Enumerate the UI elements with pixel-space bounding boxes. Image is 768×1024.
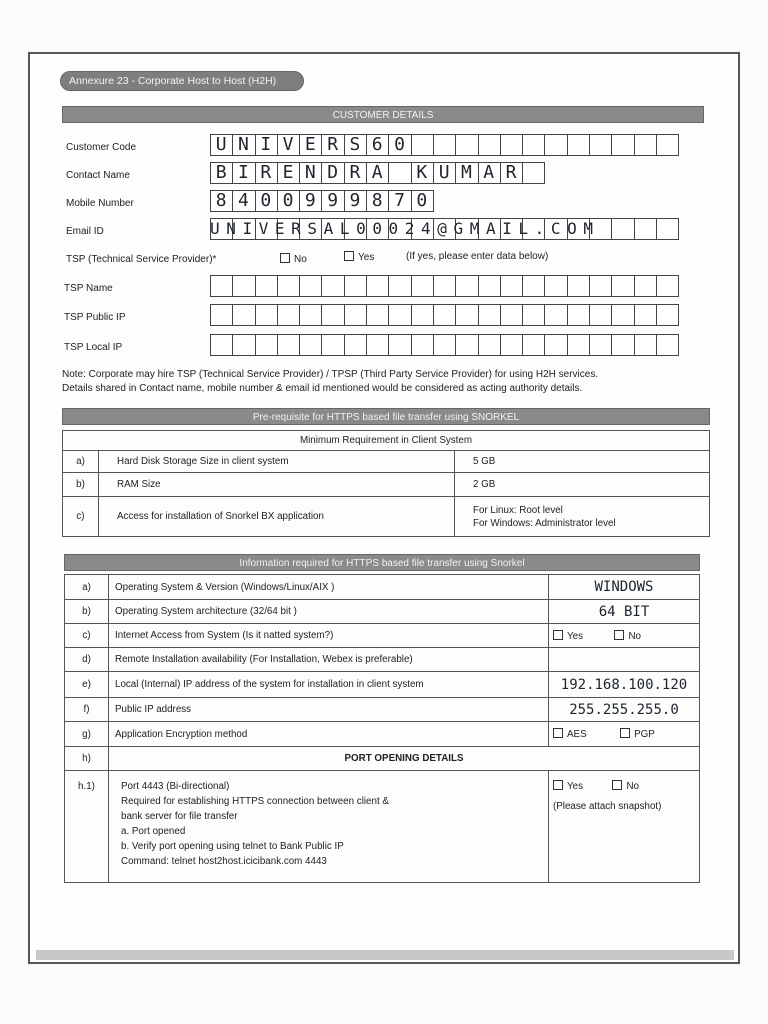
table-row: [63, 497, 710, 537]
row-value: 2 GB: [455, 473, 710, 497]
tsp-public-ip-boxes[interactable]: [210, 304, 678, 326]
customer-code-value: U N I V E R S 6 0: [215, 134, 405, 155]
contact-name-value: B I R E N D R A K U M A R: [215, 162, 517, 183]
customer-code-label: Customer Code: [66, 142, 137, 153]
port-line: Command: telnet host2host.icicibank.com 4443: [121, 856, 327, 867]
prereq-table-header: Minimum Requirement in Client System: [63, 431, 710, 451]
tsp-name-label: TSP Name: [64, 283, 113, 294]
row-item: Local (Internal) IP address of the system for installation in client system: [109, 672, 549, 698]
os-version-value[interactable]: WINDOWS: [549, 575, 700, 600]
windows-access-level: For Windows: Administrator level: [473, 517, 616, 529]
prereq-header: Pre-requisite for HTTPS based file transfer using SNORKEL: [62, 408, 710, 425]
local-ip-value[interactable]: 192.168.100.120: [549, 672, 700, 698]
row-value: [455, 497, 710, 537]
table-row: [65, 624, 700, 648]
table-row: [63, 473, 710, 497]
row-item: Internet Access from System (Is it natted system?): [109, 624, 549, 648]
row-id: d): [65, 648, 109, 672]
row-id: b): [65, 600, 109, 624]
encryption-options: [549, 722, 700, 747]
row-id: g): [65, 722, 109, 747]
tsp-yes-option[interactable]: [344, 251, 374, 263]
mobile-number-value: 8 4 0 0 9 9 9 8 7 0: [215, 190, 428, 211]
row-item: Application Encryption method: [109, 722, 549, 747]
attach-snapshot-note: (Please attach snapshot): [553, 801, 662, 812]
row-item: Hard Disk Storage Size in client system: [99, 451, 455, 473]
port-yes-label: Yes: [567, 781, 583, 792]
aes-label: AES: [567, 729, 587, 740]
tsp-local-ip-label: TSP Local IP: [64, 342, 123, 353]
info-table: [64, 574, 700, 883]
tsp-question-label: TSP (Technical Service Provider)*: [66, 254, 217, 265]
tsp-no-checkbox[interactable]: [280, 253, 290, 263]
table-row: [65, 648, 700, 672]
row-id: f): [65, 698, 109, 722]
form-sheet: [28, 52, 740, 964]
pgp-label: PGP: [634, 729, 655, 740]
internet-yes-checkbox[interactable]: [553, 630, 563, 640]
port-line: Port 4443 (Bi-directional): [121, 781, 230, 792]
table-row: [65, 698, 700, 722]
note-line-2: Details shared in Contact name, mobile number & email id mentioned would be considered as acting authority details.: [62, 383, 583, 394]
row-id: h.1): [65, 771, 109, 883]
annexure-title: Annexure 23 - Corporate Host to Host (H2H): [60, 71, 304, 91]
row-item: Access for installation of Snorkel BX application: [99, 497, 455, 537]
tsp-yes-checkbox[interactable]: [344, 251, 354, 261]
note-line-1: Note: Corporate may hire TSP (Technical Service Provider) / TPSP (Third Party Service Provider) for using H2H services.: [62, 369, 599, 380]
row-id: e): [65, 672, 109, 698]
row-id: a): [63, 451, 99, 473]
aes-checkbox[interactable]: [553, 728, 563, 738]
row-item: Operating System architecture (32/64 bit ): [109, 600, 549, 624]
row-item: Operating System & Version (Windows/Linux/AIX ): [109, 575, 549, 600]
port-no-label: No: [626, 781, 639, 792]
info-header: Information required for HTTPS based file transfer using Snorkel: [64, 554, 700, 571]
row-id: h): [65, 747, 109, 771]
tsp-hint: (If yes, please enter data below): [406, 251, 549, 262]
port-detail-text: [109, 771, 549, 883]
mobile-number-label: Mobile Number: [66, 198, 134, 209]
tsp-no-option[interactable]: [280, 253, 307, 265]
tsp-no-label: No: [294, 254, 307, 265]
footer-band: [36, 950, 734, 960]
table-row: [65, 747, 700, 771]
prereq-table-header-row: [63, 431, 710, 451]
os-architecture-value[interactable]: 64 BIT: [549, 600, 700, 624]
row-id: b): [63, 473, 99, 497]
port-yes-checkbox[interactable]: [553, 780, 563, 790]
row-id: c): [65, 624, 109, 648]
contact-name-label: Contact Name: [66, 170, 130, 181]
table-row: [63, 451, 710, 473]
tsp-public-ip-label: TSP Public IP: [64, 312, 126, 323]
table-row: [65, 575, 700, 600]
row-item: Public IP address: [109, 698, 549, 722]
pgp-checkbox[interactable]: [620, 728, 630, 738]
tsp-yes-label: Yes: [358, 252, 375, 263]
port-no-checkbox[interactable]: [612, 780, 622, 790]
tsp-local-ip-boxes[interactable]: [210, 334, 678, 356]
port-opening-title: PORT OPENING DETAILS: [109, 747, 700, 771]
row-id: a): [65, 575, 109, 600]
internet-access-options: [549, 624, 700, 648]
row-item: RAM Size: [99, 473, 455, 497]
remote-installation-value[interactable]: [549, 648, 700, 672]
port-line: a. Port opened: [121, 826, 186, 837]
row-id: c): [63, 497, 99, 537]
table-row: [65, 600, 700, 624]
public-ip-value[interactable]: 255.255.255.0: [549, 698, 700, 722]
email-id-value: UNIVERSAL00024@GMAIL.COM: [210, 219, 600, 238]
internet-yes-label: Yes: [567, 630, 583, 642]
table-row: [65, 722, 700, 747]
tsp-name-boxes[interactable]: [210, 275, 678, 297]
port-options: [549, 771, 700, 883]
linux-access-level: For Linux: Root level: [473, 504, 563, 516]
customer-details-header: CUSTOMER DETAILS: [62, 106, 704, 123]
internet-no-checkbox[interactable]: [614, 630, 624, 640]
internet-no-label: No: [628, 630, 641, 642]
table-row: [65, 672, 700, 698]
row-value: 5 GB: [455, 451, 710, 473]
port-line: b. Verify port opening using telnet to Bank Public IP: [121, 841, 344, 852]
table-row: [65, 771, 700, 883]
prereq-table: [62, 430, 710, 537]
email-id-label: Email ID: [66, 226, 104, 237]
port-line: bank server for file transfer: [121, 811, 238, 822]
row-item: Remote Installation availability (For Installation, Webex is preferable): [109, 648, 549, 672]
port-line: Required for establishing HTTPS connection between client &: [121, 796, 389, 807]
